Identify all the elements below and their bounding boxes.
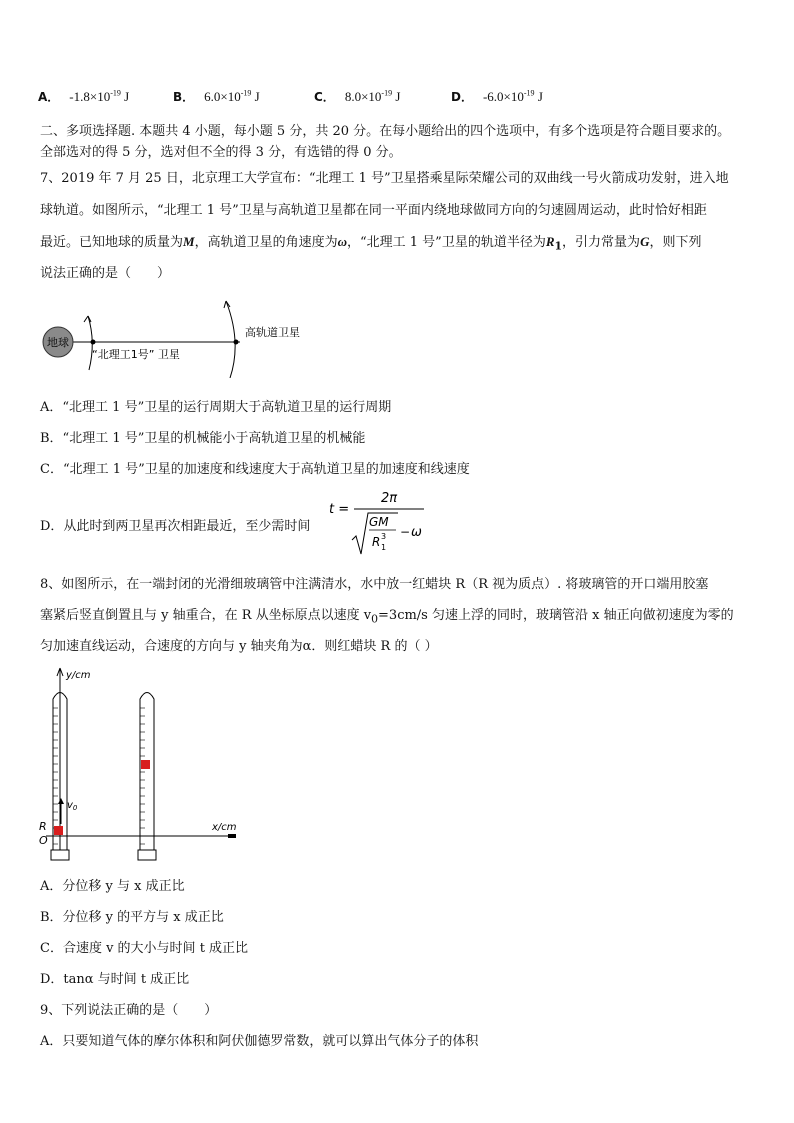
- q7-line3: 最近。已知地球的质量为M，高轨道卫星的角速度为ω，“北理工 1 号”卫星的轨道半径为$R_1$，引力常量为G，则下列: [40, 234, 702, 253]
- sat2-dot: [234, 340, 239, 345]
- q7-formula: [326, 486, 436, 558]
- inner-orbit-arrow: [84, 316, 91, 322]
- stopper-right: [138, 850, 156, 860]
- q9-option-a[interactable]: A．只要知道气体的摩尔体积和阿伏伽德罗常数，就可以算出气体分子的体积: [40, 1034, 479, 1049]
- q8-tube-figure: [36, 664, 246, 864]
- formula-t: t =: [329, 502, 350, 517]
- section2-line2: 全部选对的得 5 分，选对但不全的得 3 分，有选错的得 0 分。: [40, 145, 402, 160]
- origin-label: O: [39, 834, 48, 847]
- y-axis-label: y/cm: [66, 670, 91, 681]
- r-label: R: [39, 820, 47, 833]
- q8-line1: 8、如图所示，在一端封闭的光滑细玻璃管中注满清水，水中放一红蜡块 R（R 视为质点）. 将玻璃管的开口端用胶塞: [40, 577, 709, 592]
- sat2-label: 高轨道卫星: [245, 326, 300, 339]
- sat1-dot: [91, 340, 96, 345]
- v0-arrowhead: [58, 798, 64, 804]
- formula-minus: −: [400, 525, 411, 539]
- q7-line1: 7、2019 年 7 月 25 日，北京理工大学宣布：“北理工 1 号”卫星搭乘星际荣耀公司的双曲线一号火箭成功发射，进入地: [40, 171, 729, 186]
- formula-numerator: 2π: [381, 491, 398, 506]
- earth-label: 地球: [47, 336, 69, 349]
- q8-line2: 塞紧后竖直倒置且与 y 轴重合，在 R 从坐标原点以速度 $v_0=3cm/s$ 匀速上浮的同时，玻璃管沿 x 轴正向做初速度为零的: [40, 608, 734, 626]
- v0-label: $v_0$: [67, 800, 78, 812]
- section2-line1: 二、多项选择题. 本题共 4 小题，每小题 5 分，共 20 分。在每小题给出的四个选项中，有多个选项是符合题目要求的。: [40, 124, 731, 139]
- q6-option-c[interactable]: C． $8.0\times 10^{-19}$ J: [314, 88, 401, 104]
- q7-option-b[interactable]: B．“北理工 1 号”卫星的机械能小于高轨道卫星的机械能: [40, 431, 366, 446]
- ticks-left: [53, 708, 58, 844]
- formula-exp: 3: [381, 532, 387, 541]
- q7-line4: 说法正确的是（ ）: [40, 266, 171, 281]
- q7-option-a[interactable]: A．“北理工 1 号”卫星的运行周期大于高轨道卫星的运行周期: [40, 400, 392, 415]
- formula-gm: GM: [369, 515, 389, 529]
- wax-block-later: [141, 760, 150, 769]
- stopper-left: [51, 850, 69, 860]
- formula-r: R: [372, 535, 381, 549]
- q8-line3: 匀加速直线运动，合速度的方向与 y 轴夹角为α．则红蜡块 R 的（ ）: [40, 639, 438, 654]
- wax-block-start: [54, 826, 63, 835]
- q8-option-c[interactable]: C．合速度 v 的大小与时间 t 成正比: [40, 941, 249, 956]
- q6-option-a[interactable]: A． $-1.8\times 10^{-19}$ J: [38, 88, 130, 104]
- tube-right: [140, 693, 154, 861]
- q7-line2: 球轨道。如图所示，“北理工 1 号”卫星与高轨道卫星都在同一平面内绕地球做同方向的匀速圆周运动，此时恰好相距: [40, 203, 707, 218]
- q8-option-b[interactable]: B．分位移 y 的平方与 x 成正比: [40, 910, 224, 925]
- q7-option-c[interactable]: C．“北理工 1 号”卫星的加速度和线速度大于高轨道卫星的加速度和线速度: [40, 462, 470, 477]
- sat1-label: “北理工1号” 卫星: [92, 348, 180, 361]
- q7-option-d[interactable]: D．从此时到两卫星再次相距最近，至少需时间: [40, 519, 311, 534]
- ticks-right: [140, 708, 145, 844]
- formula-sub: 1: [381, 543, 387, 552]
- q6-options: [38, 88, 778, 108]
- x-axis-label: x/cm: [212, 822, 237, 833]
- q8-option-d[interactable]: D．tanα 与时间 t 成正比: [40, 972, 190, 987]
- x-axis-arrow: [228, 834, 236, 838]
- q7-orbit-figure: [40, 298, 330, 378]
- formula-omega: ω: [411, 525, 422, 540]
- outer-orbit-arc: [226, 301, 235, 378]
- q6-option-b[interactable]: B． $6.0\times 10^{-19}$ J: [173, 88, 260, 104]
- q6-option-d[interactable]: D． $-6.0\times 10^{-19}$ J: [451, 88, 543, 104]
- q8-option-a[interactable]: A．分位移 y 与 x 成正比: [40, 879, 185, 894]
- q9-line1: 9、下列说法正确的是（ ）: [40, 1003, 218, 1018]
